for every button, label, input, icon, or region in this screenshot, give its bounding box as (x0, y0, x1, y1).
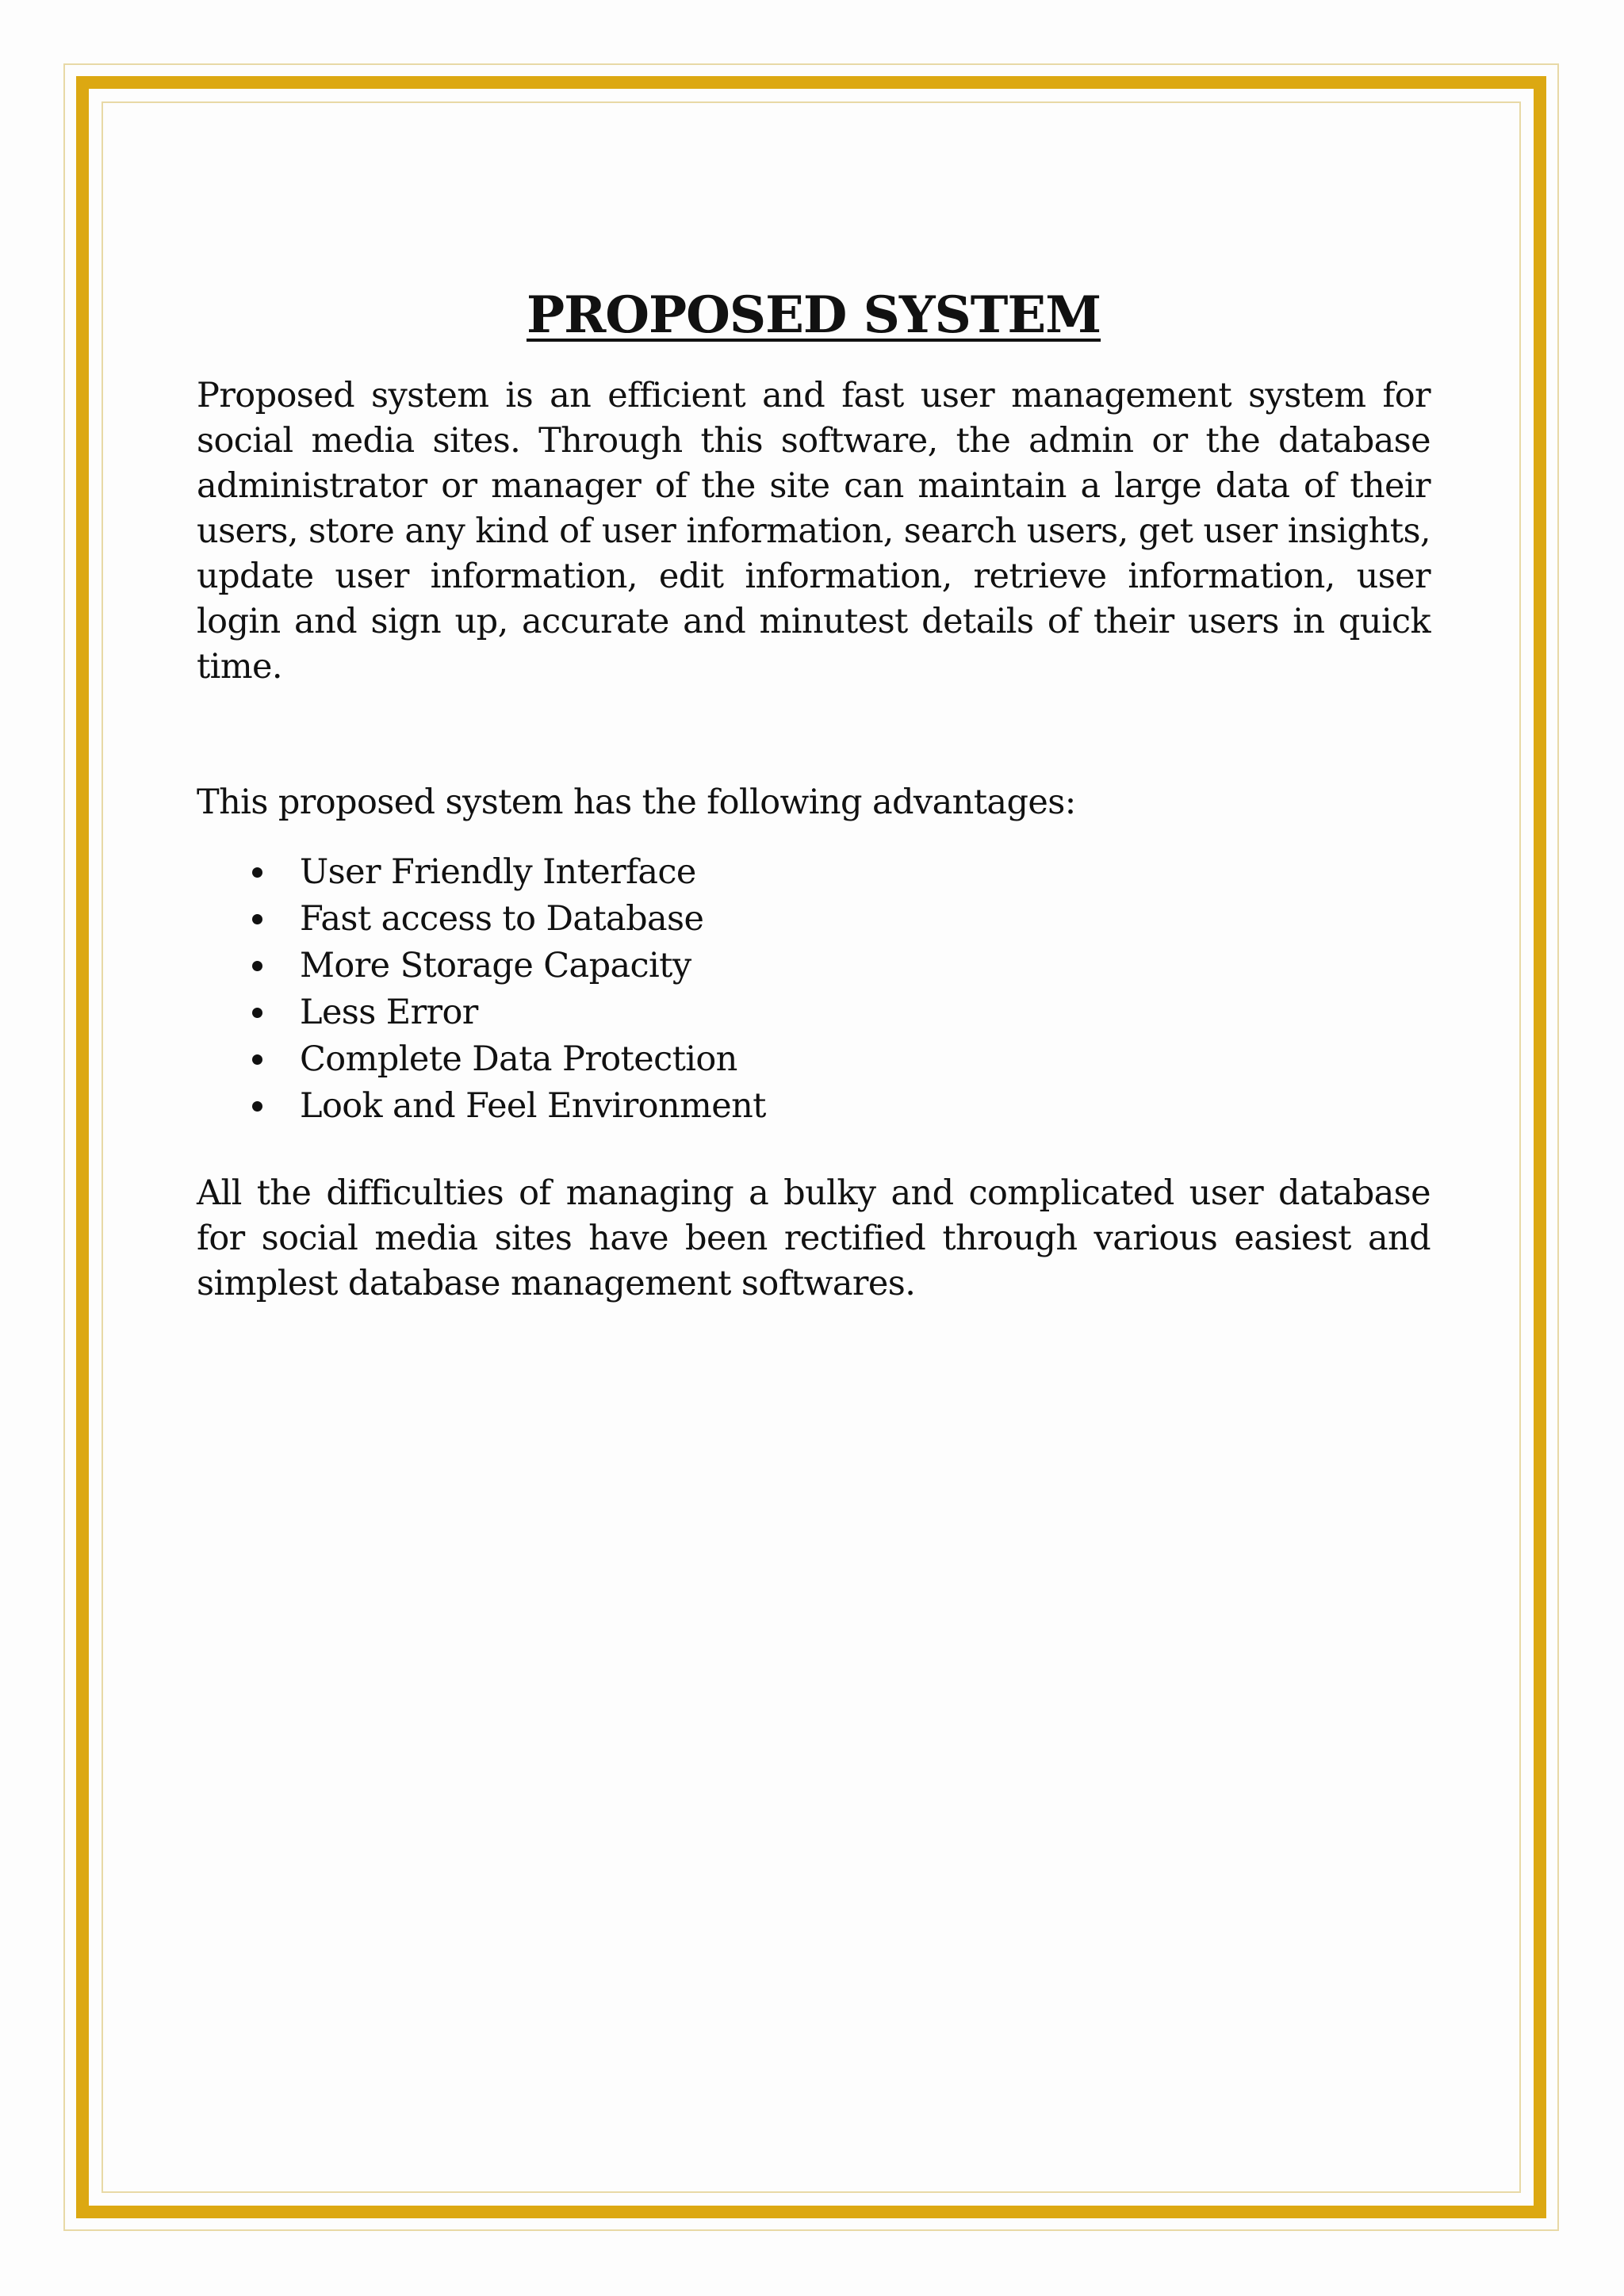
advantages-list (197, 849, 1431, 1130)
list-item-label: Complete Data Protection (300, 1039, 737, 1079)
list-item (197, 989, 1431, 1036)
bullet-icon (252, 1008, 262, 1018)
bullet-icon (252, 867, 262, 878)
bullet-icon (252, 961, 262, 971)
list-item (197, 896, 1431, 943)
bullet-icon (252, 914, 262, 924)
list-item (197, 1083, 1431, 1130)
list-item (197, 849, 1431, 896)
list-item-label: Fast access to Database (300, 899, 704, 939)
list-item (197, 943, 1431, 989)
page-title: PROPOSED SYSTEM (526, 285, 1101, 345)
closing-paragraph: All the difficulties of managing a bulky and complicated user database for social media sites have been rectified through various easiest and simplest database management softwares. (197, 1173, 1431, 1303)
document-content (197, 285, 1431, 1307)
list-item-label: Less Error (300, 993, 478, 1032)
bullet-icon (252, 1054, 262, 1065)
intro-paragraph: Proposed system is an efficient and fast user management system for social media sites. Through this software, the admin or the database administrator or manager of the site can maintain a large data of their users, store any kind of user information, search users, get user insights, update user information, edit information, retrieve information, user login and sign up, accurate and minutest details of their users in quick time. (197, 376, 1431, 687)
list-item-label: Look and Feel Environment (300, 1086, 766, 1126)
list-item-label: User Friendly Interface (300, 852, 696, 892)
bullet-icon (252, 1101, 262, 1112)
list-item (197, 1036, 1431, 1083)
list-item-label: More Storage Capacity (300, 946, 691, 985)
advantages-intro: This proposed system has the following advantages: (197, 783, 1076, 822)
